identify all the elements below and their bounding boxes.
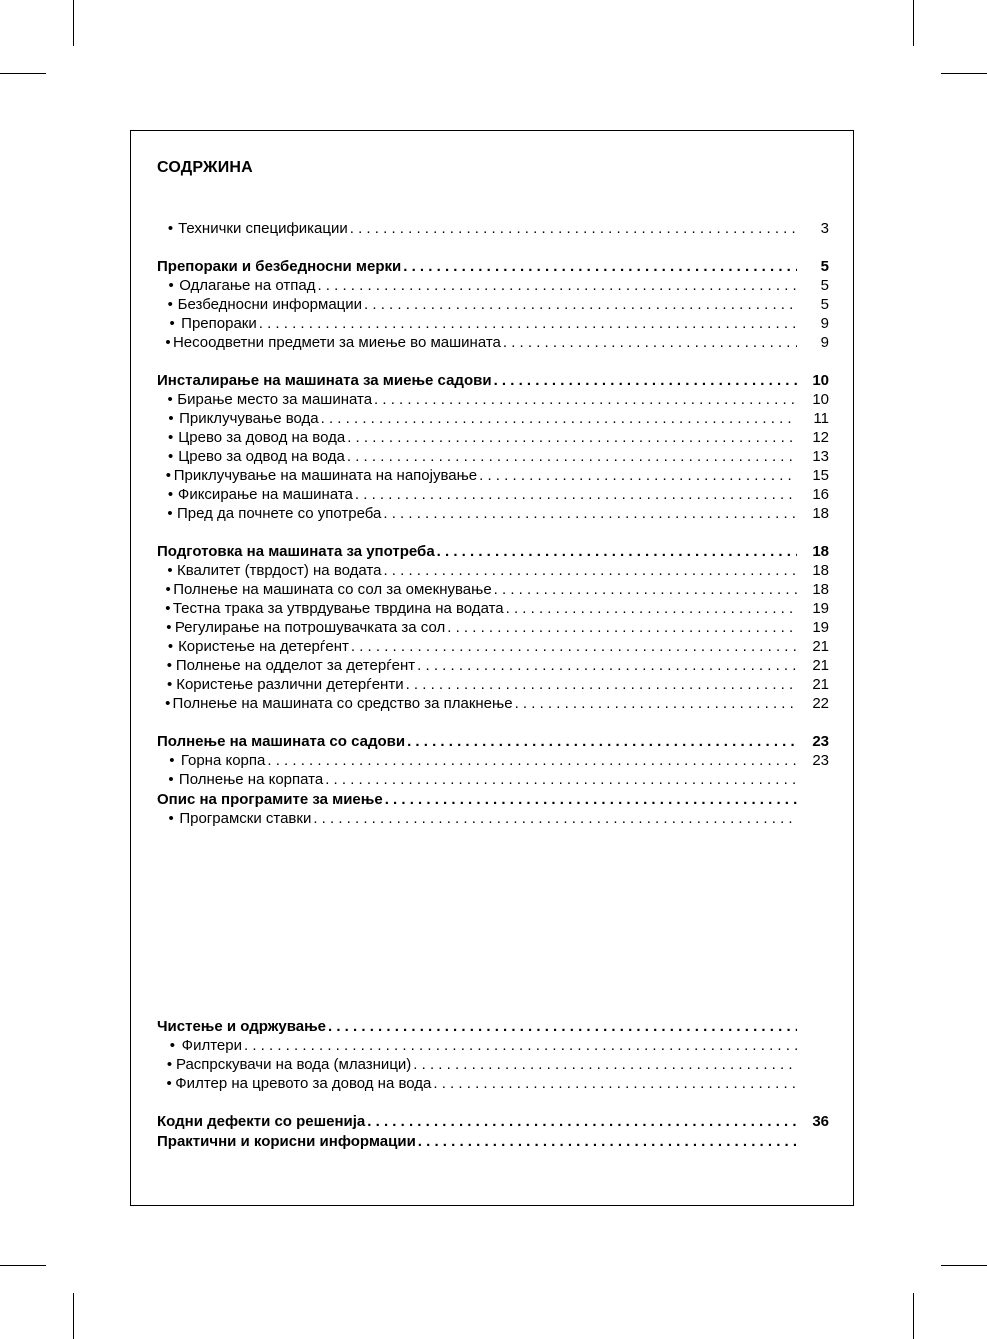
dot-leader — [413, 1055, 797, 1074]
toc-subsection-entry — [157, 504, 829, 523]
bullet-icon: • — [166, 657, 173, 674]
toc-page-number: 10 — [812, 372, 829, 389]
toc-entry-label: Препораки и безбедносни мерки — [157, 258, 402, 275]
dot-leader — [418, 1132, 797, 1151]
bullet-icon: • — [167, 429, 174, 446]
toc-subsection-entry — [157, 770, 829, 789]
toc-entry-label: Користење на детерѓент — [178, 638, 349, 655]
toc-entry-label: Квалитет (тврдост) на водата — [176, 562, 382, 579]
toc-subsection-entry — [157, 1074, 829, 1093]
toc-page-number: 18 — [812, 505, 829, 522]
toc-subsection-entry — [157, 580, 829, 599]
dot-leader — [385, 790, 797, 809]
dot-leader — [437, 542, 797, 561]
toc-subsection-entry — [157, 656, 829, 675]
toc-entry-label: Тестна трака за утврдување тврдина на водата — [172, 600, 504, 617]
crop-mark — [73, 1293, 74, 1339]
toc-subsection-entry — [157, 314, 829, 333]
toc-subsection-entry — [157, 295, 829, 314]
bullet-icon: • — [166, 1056, 173, 1073]
crop-mark — [0, 73, 46, 74]
toc-entry-label: Безбедносни информации — [177, 296, 363, 313]
dot-leader — [383, 504, 797, 523]
bullet-icon: • — [167, 448, 174, 465]
toc-section-entry — [157, 732, 829, 751]
dot-leader — [494, 371, 797, 390]
dot-leader — [367, 1112, 797, 1131]
dot-leader — [374, 390, 797, 409]
bullet-icon: • — [169, 752, 175, 769]
bullet-icon: • — [168, 277, 174, 294]
dot-leader — [494, 580, 797, 599]
toc-subsection-entry — [157, 561, 829, 580]
bullet-icon: • — [165, 695, 171, 712]
toc-page-number: 12 — [812, 429, 829, 446]
crop-mark — [941, 1265, 987, 1266]
toc-subsection-entry — [157, 809, 829, 828]
toc-section-entry — [157, 371, 829, 390]
dot-leader — [506, 599, 797, 618]
bullet-icon: • — [165, 334, 171, 351]
dot-leader — [328, 1017, 797, 1036]
dot-leader — [383, 561, 797, 580]
crop-mark — [0, 1265, 46, 1266]
dot-leader — [403, 257, 797, 276]
toc-entry-label: Распрскувачи на вода (млазници) — [175, 1056, 412, 1073]
bullet-icon: • — [166, 676, 173, 693]
dot-leader — [347, 428, 797, 447]
toc-entry-label: Приклучување вода — [179, 410, 319, 427]
dot-leader — [244, 1036, 797, 1055]
toc-subsection-entry — [157, 618, 829, 637]
toc-entry-label: Филтер на цревото за довод на вода — [175, 1075, 432, 1092]
toc-page-number: 21 — [812, 638, 829, 655]
toc-entry-label: Полнење на машината со сол за омекнување — [173, 581, 492, 598]
bullet-icon: • — [167, 638, 174, 655]
toc-page-number: 19 — [812, 619, 829, 636]
dot-leader — [347, 447, 797, 466]
toc-entry-label: Приклучување на машината на напојување — [173, 467, 478, 484]
toc-page-number: 9 — [820, 315, 829, 332]
toc-entry-label: Полнење на одделот за детерѓент — [175, 657, 416, 674]
toc-entry-label: Практични и корисни информации — [157, 1133, 416, 1150]
toc-section-entry — [157, 1017, 829, 1036]
toc-entry-label: Кодни дефекти со решенија — [157, 1113, 366, 1130]
page-title: СОДРЖИНА — [157, 159, 253, 176]
toc-page-number: 15 — [812, 467, 829, 484]
toc-entry-label: Подготовка на машината за употреба — [157, 543, 435, 560]
toc-page-number: 5 — [820, 277, 829, 294]
bullet-icon: • — [166, 619, 172, 636]
crop-mark — [941, 73, 987, 74]
toc-page-number: 19 — [812, 600, 829, 617]
toc-entry-label: Фиксирање на машината — [177, 486, 353, 503]
toc-page-number: 21 — [812, 676, 829, 693]
bullet-icon: • — [167, 296, 173, 313]
dot-leader — [406, 675, 797, 694]
toc-subsection-entry — [157, 694, 829, 713]
dot-leader — [364, 295, 797, 314]
dot-leader — [259, 314, 797, 333]
toc-subsection-entry — [157, 276, 829, 295]
dot-leader — [351, 637, 797, 656]
toc-subsection-entry — [157, 447, 829, 466]
toc-entry-label: Несоодветни предмети за миење во машината — [172, 334, 501, 351]
toc-entry-label: Филтери — [181, 1037, 242, 1054]
dot-leader — [267, 751, 797, 770]
toc-entry-label: Горна корпа — [180, 752, 266, 769]
toc-page-number: 18 — [812, 543, 829, 560]
dot-leader — [479, 466, 797, 485]
crop-mark — [913, 1293, 914, 1339]
dot-leader — [355, 485, 797, 504]
toc-entry-label: Одлагање на отпад — [179, 277, 316, 294]
bullet-icon: • — [168, 410, 174, 427]
toc-section-entry — [157, 257, 829, 276]
toc-page-number: 13 — [812, 448, 829, 465]
bullet-icon: • — [167, 391, 173, 408]
toc-page-number: 3 — [820, 220, 829, 237]
crop-mark — [73, 0, 74, 46]
dot-leader — [325, 770, 797, 789]
toc-page-number: 10 — [812, 391, 829, 408]
dot-leader — [417, 656, 797, 675]
bullet-icon: • — [165, 467, 171, 484]
bullet-icon: • — [167, 562, 173, 579]
toc-entry-label: Полнење на машината со средство за плакнење — [172, 695, 513, 712]
toc-page-number: 36 — [812, 1113, 829, 1130]
toc-entry-label: Пред да почнете со употреба — [176, 505, 382, 522]
toc-page-number: 9 — [820, 334, 829, 351]
toc-entry-label: Бирање место за машината — [177, 391, 373, 408]
toc-entry-label: Полнење на машината со садови — [157, 733, 406, 750]
toc-page-number: 5 — [820, 258, 829, 275]
bullet-icon: • — [167, 505, 173, 522]
toc-page-number: 18 — [812, 581, 829, 598]
toc-entry-label: Црево за одвод на вода — [178, 448, 345, 465]
bullet-icon: • — [166, 1075, 172, 1092]
toc-page-number: 5 — [820, 296, 829, 313]
dot-leader — [313, 809, 797, 828]
toc-entry-label: Опис на програмите за миење — [157, 791, 383, 808]
toc-entry-label: Чистење и одржување — [157, 1018, 327, 1035]
toc-entry-label: Инсталирање на машината за миење садови — [157, 372, 492, 389]
crop-mark — [913, 0, 914, 46]
toc-subsection-entry — [157, 466, 829, 485]
toc-subsection-entry — [157, 637, 829, 656]
bullet-icon: • — [169, 315, 175, 332]
toc-entry-label: Технички спецификации — [178, 220, 348, 237]
toc-page-number: 21 — [812, 657, 829, 674]
toc-page-number: 11 — [813, 410, 829, 427]
toc-subsection-entry — [157, 409, 829, 428]
toc-subsection-entry — [157, 1036, 829, 1055]
bullet-icon: • — [169, 1037, 175, 1054]
bullet-icon: • — [168, 810, 174, 827]
toc-subsection-entry — [157, 1055, 829, 1074]
toc-section-entry — [157, 1132, 829, 1151]
dot-leader — [350, 219, 797, 238]
dot-leader — [515, 694, 797, 713]
dot-leader — [317, 276, 797, 295]
toc-subsection-entry — [157, 675, 829, 694]
toc-subsection-entry — [157, 390, 829, 409]
toc-entry-label: Програмски ставки — [179, 810, 312, 827]
toc-subsection-entry — [157, 428, 829, 447]
dot-leader — [447, 618, 797, 637]
toc-entry-label: Регулирање на потрошувачката за сол — [174, 619, 446, 636]
toc-subsection-entry — [157, 751, 829, 770]
toc-subsection-entry — [157, 333, 829, 352]
bullet-icon: • — [167, 486, 174, 503]
toc-section-entry — [157, 790, 829, 809]
bullet-icon: • — [167, 220, 174, 237]
toc-section-entry — [157, 1112, 829, 1131]
bullet-icon: • — [168, 771, 174, 788]
toc-page-number: 16 — [812, 486, 829, 503]
toc-page-number: 18 — [812, 562, 829, 579]
toc-subsection-entry — [157, 599, 829, 618]
dot-leader — [433, 1074, 797, 1093]
dot-leader — [407, 732, 797, 751]
toc-section-entry — [157, 542, 829, 561]
toc-entry-label: Црево за довод на вода — [178, 429, 346, 446]
dot-leader — [503, 333, 797, 352]
toc-page-number: 23 — [812, 752, 829, 769]
toc-subsection-entry — [157, 485, 829, 504]
toc-entry-label: Користење различни детерѓенти — [176, 676, 404, 693]
bullet-icon: • — [165, 581, 171, 598]
toc-page-number: 23 — [812, 733, 829, 750]
toc-entry-label: Препораки — [181, 315, 257, 332]
dot-leader — [321, 409, 797, 428]
toc-page-number: 22 — [812, 695, 829, 712]
toc-subsection-entry — [157, 219, 829, 238]
bullet-icon: • — [165, 600, 171, 617]
toc-entry-label: Полнење на корпата — [178, 771, 324, 788]
